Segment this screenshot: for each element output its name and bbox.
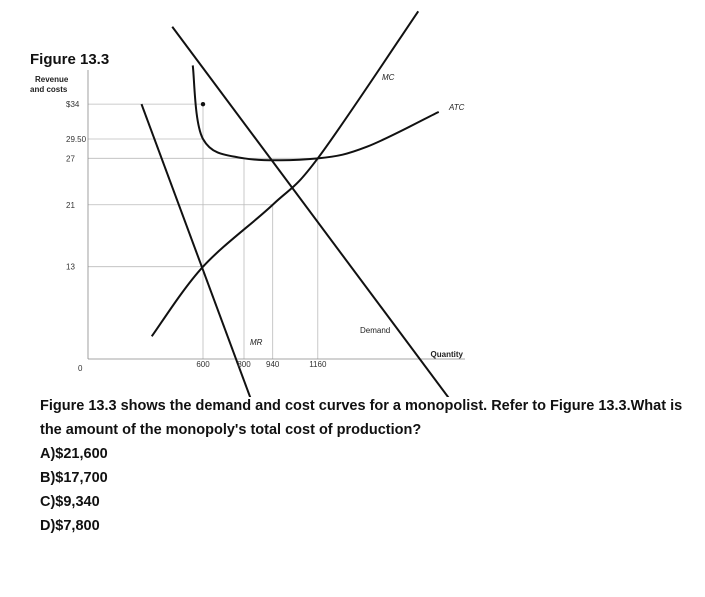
question-block [40, 394, 690, 538]
x-axis-title: Quantity [430, 350, 463, 359]
mr-label: MR [250, 338, 263, 347]
x-tick-label-3: 1160 [309, 360, 327, 369]
atc-curve [193, 65, 439, 160]
answer-option-b[interactable]: B)$17,700 [40, 470, 108, 486]
x-tick-label-0: 600 [196, 360, 210, 369]
y-tick-label-0: $34 [66, 100, 80, 110]
demand-point-600 [201, 102, 205, 106]
answer-option-a[interactable]: A)$21,600 [40, 446, 108, 462]
y-tick-label-1: 29.50 [66, 134, 87, 144]
y-axis-title-line2: and costs [30, 85, 68, 94]
x-tick-label-2: 940 [266, 360, 280, 369]
demand-curve [172, 27, 449, 397]
answer-options [40, 442, 690, 538]
atc-label: ATC [449, 103, 465, 112]
question-stem: Figure 13.3 shows the demand and cost curves for a monopolist. Refer to Figure 13.3.What is the amount of the monopoly's total cost of production? [40, 398, 683, 438]
figure-title: Figure 13.3 [30, 51, 110, 68]
mc-label: MC [382, 73, 395, 82]
answer-option-d[interactable]: D)$7,800 [40, 518, 100, 534]
x-tick-label-1: 800 [237, 360, 251, 369]
y-tick-label-4: 13 [66, 262, 75, 272]
mc-curve [152, 11, 419, 336]
y-axis-title-line1: Revenue [35, 75, 69, 84]
origin-label: 0 [78, 364, 83, 373]
demand-label: Demand [360, 326, 391, 335]
answer-option-c[interactable]: C)$9,340 [40, 494, 100, 510]
y-tick-label-2: 27 [66, 154, 75, 164]
y-tick-label-3: 21 [66, 200, 75, 210]
